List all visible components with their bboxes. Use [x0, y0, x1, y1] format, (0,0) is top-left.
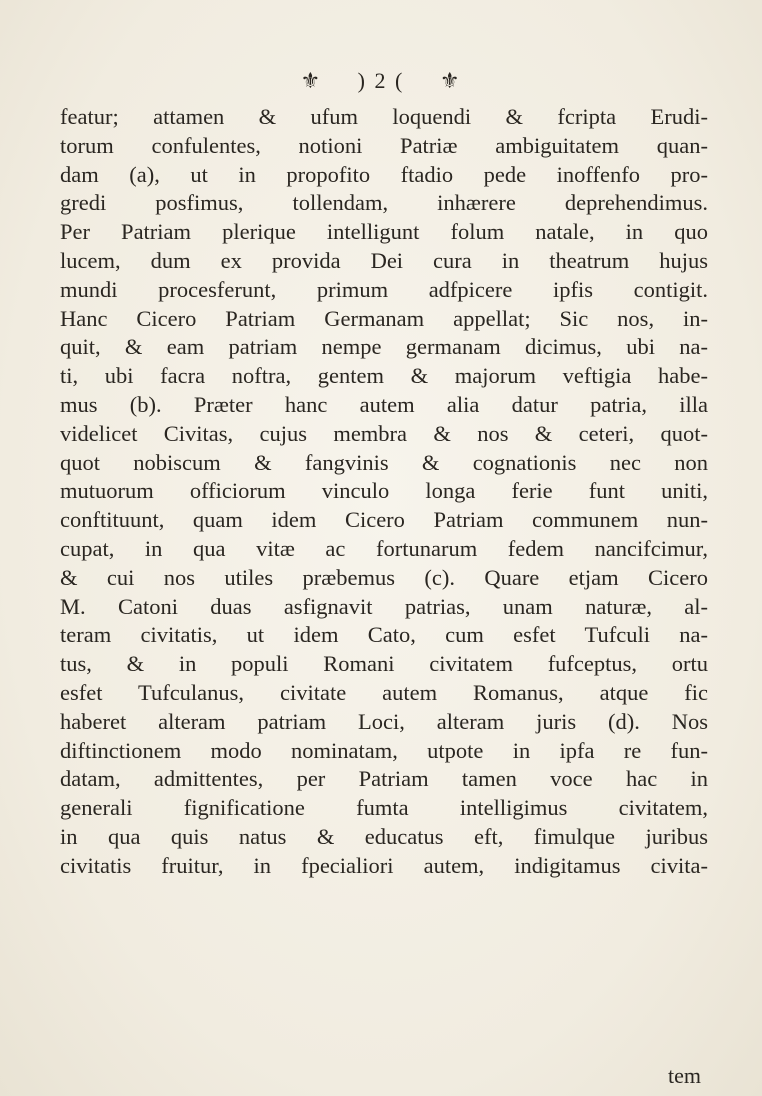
- text-line: cupat, in qua vitæ ac fortunarum fedem nancifcimur,: [60, 535, 708, 561]
- text-line: featur; attamen & ufum loquendi & fcripta Erudi-: [60, 104, 708, 129]
- text-line: Per Patriam plerique intelligunt folum natale, in quo: [60, 219, 708, 245]
- text-line: generali fignificatione fumta intelligimus civitatem,: [60, 795, 708, 821]
- text-line: quit, & eam patriam nempe germanam dicimus, ubi na-: [60, 334, 708, 360]
- text-line: M. Catoni duas asfignavit patrias, unam naturæ, al-: [60, 593, 708, 619]
- text-line: civitatis fruitur, in fpecialiori autem, indigitamus civita-: [60, 852, 708, 878]
- text-line: & cui nos utiles præbemus (c). Quare etjam Cicero: [60, 564, 708, 590]
- text-line: videlicet Civitas, cujus membra & nos & ceteri, quot-: [60, 420, 708, 446]
- text-line: teram civitatis, ut idem Cato, cum esfet Tufculi na-: [60, 622, 708, 648]
- page-number: ) 2 (: [357, 68, 405, 93]
- text-line: conftituunt, quam idem Cicero Patriam communem nun-: [60, 507, 708, 533]
- text-line: lucem, dum ex provida Dei cura in theatrum hujus: [60, 247, 708, 273]
- page-header: [0, 68, 762, 94]
- text-line: ti, ubi facra noftra, gentem & majorum veftigia habe-: [60, 363, 708, 389]
- text-line: tus, & in populi Romani civitatem fufceptus, ortu: [60, 651, 708, 677]
- catchword: tem: [668, 1063, 701, 1088]
- text-line: quot nobiscum & fangvinis & cognationis nec non: [60, 449, 708, 475]
- text-line: in qua quis natus & educatus eft, fimulque juribus: [60, 823, 708, 849]
- fleuron-left-icon: ⚜: [300, 68, 323, 93]
- body-text: [60, 103, 708, 881]
- text-line: gredi posfimus, tollendam, inhærere deprehendimus.: [60, 190, 708, 216]
- text-line: dam (a), ut in propofito ftadio pede inoffenfo pro-: [60, 161, 708, 187]
- text-line: datam, admittentes, per Patriam tamen voce hac in: [60, 766, 708, 792]
- text-line: haberet alteram patriam Loci, alteram juris (d). Nos: [60, 708, 708, 734]
- text-line: esfet Tufculanus, civitate autem Romanus, atque fic: [60, 679, 708, 705]
- text-line: torum confulentes, notioni Patriæ ambiguitatem quan-: [60, 132, 708, 158]
- text-line: Hanc Cicero Patriam Germanam appellat; Sic nos, in-: [60, 305, 708, 331]
- fleuron-right-icon: ⚜: [439, 68, 462, 93]
- text-line: diftinctionem modo nominatam, utpote in ipfa re fun-: [60, 737, 708, 763]
- text-line: mus (b). Præter hanc autem alia datur patria, illa: [60, 391, 708, 417]
- text-line: mundi procesferunt, primum adfpicere ipfis contigit.: [60, 276, 708, 302]
- text-line: mutuorum officiorum vinculo longa ferie funt uniti,: [60, 478, 708, 504]
